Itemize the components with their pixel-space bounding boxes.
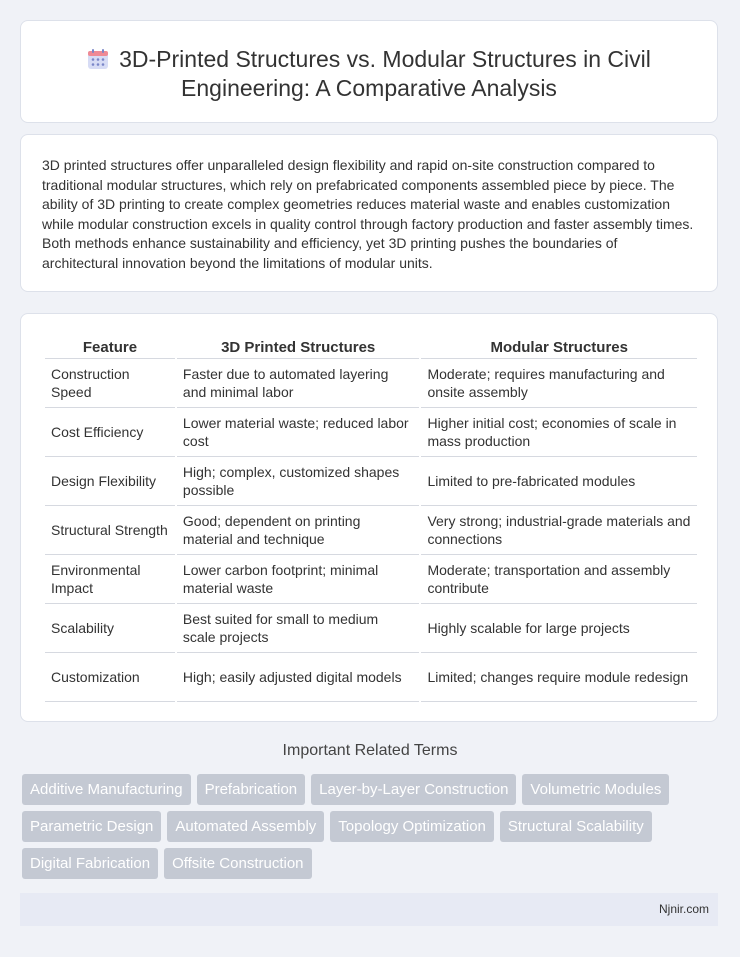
table-header-row xyxy=(45,336,697,359)
table-row xyxy=(45,359,697,408)
header-modular: Modular Structures xyxy=(421,336,697,359)
intro-paragraph: 3D printed structures offer unparalleled design flexibility and rapid on-site construction compared to traditional modular structures, which rely on prefabricated components assembled piece by piece. The ability of 3D printing to create complex geometries reduces material waste and enables customization while modular construction excels in quality control through factory production and faster assembly times. Both methods enhance sustainability and efficiency, yet 3D printing pushes the boundaries of architectural innovation beyond the limitations of modular units. xyxy=(42,157,694,271)
term-tag[interactable]: Layer-by-Layer Construction xyxy=(311,774,516,805)
table-row xyxy=(45,604,697,653)
intro-card xyxy=(20,134,718,292)
cell-modular: Limited; changes require module redesign xyxy=(421,653,697,702)
cell-feature: Environmental Impact xyxy=(45,555,175,604)
cell-modular: Limited to pre-fabricated modules xyxy=(421,457,697,506)
cell-3d-printed: Best suited for small to medium scale projects xyxy=(177,604,420,653)
table-row xyxy=(45,457,697,506)
calendar-icon xyxy=(87,48,109,70)
cell-3d-printed: Good; dependent on printing material and technique xyxy=(177,506,420,555)
cell-modular: Moderate; requires manufacturing and onsite assembly xyxy=(421,359,697,408)
term-tag[interactable]: Prefabrication xyxy=(197,774,306,805)
term-tag[interactable]: Volumetric Modules xyxy=(522,774,669,805)
cell-3d-printed: High; easily adjusted digital models xyxy=(177,653,420,702)
related-terms-heading: Important Related Terms xyxy=(282,742,458,759)
header-3d-printed: 3D Printed Structures xyxy=(177,336,420,359)
title-card xyxy=(20,20,718,123)
term-tag[interactable]: Parametric Design xyxy=(22,811,161,842)
cell-feature: Scalability xyxy=(45,604,175,653)
term-tag[interactable]: Topology Optimization xyxy=(330,811,494,842)
footer xyxy=(20,893,718,926)
cell-modular: Moderate; transportation and assembly contribute xyxy=(421,555,697,604)
comparison-table-card xyxy=(20,313,718,722)
page-title: 3D-Printed Structures vs. Modular Structures in Civil Engineering: A Comparative Analysis xyxy=(119,46,651,101)
related-terms-list xyxy=(22,774,722,885)
cell-feature: Cost Efficiency xyxy=(45,408,175,457)
cell-modular: Higher initial cost; economies of scale in mass production xyxy=(421,408,697,457)
comparison-table xyxy=(43,336,699,702)
table-row xyxy=(45,408,697,457)
cell-feature: Customization xyxy=(45,653,175,702)
cell-feature: Design Flexibility xyxy=(45,457,175,506)
cell-feature: Construction Speed xyxy=(45,359,175,408)
cell-3d-printed: High; complex, customized shapes possible xyxy=(177,457,420,506)
cell-feature: Structural Strength xyxy=(45,506,175,555)
table-row xyxy=(45,653,697,702)
term-tag[interactable]: Additive Manufacturing xyxy=(22,774,191,805)
cell-modular: Very strong; industrial-grade materials and connections xyxy=(421,506,697,555)
term-tag[interactable]: Offsite Construction xyxy=(164,848,311,879)
footer-site[interactable]: Njnir.com xyxy=(658,902,709,916)
cell-3d-printed: Lower material waste; reduced labor cost xyxy=(177,408,420,457)
term-tag[interactable]: Digital Fabrication xyxy=(22,848,158,879)
table-row xyxy=(45,555,697,604)
term-tag[interactable]: Automated Assembly xyxy=(167,811,324,842)
term-tag[interactable]: Structural Scalability xyxy=(500,811,652,842)
cell-3d-printed: Lower carbon footprint; minimal material waste xyxy=(177,555,420,604)
title-wrap xyxy=(21,45,717,103)
cell-3d-printed: Faster due to automated layering and minimal labor xyxy=(177,359,420,408)
table-row xyxy=(45,506,697,555)
cell-modular: Highly scalable for large projects xyxy=(421,604,697,653)
header-feature: Feature xyxy=(45,336,175,359)
